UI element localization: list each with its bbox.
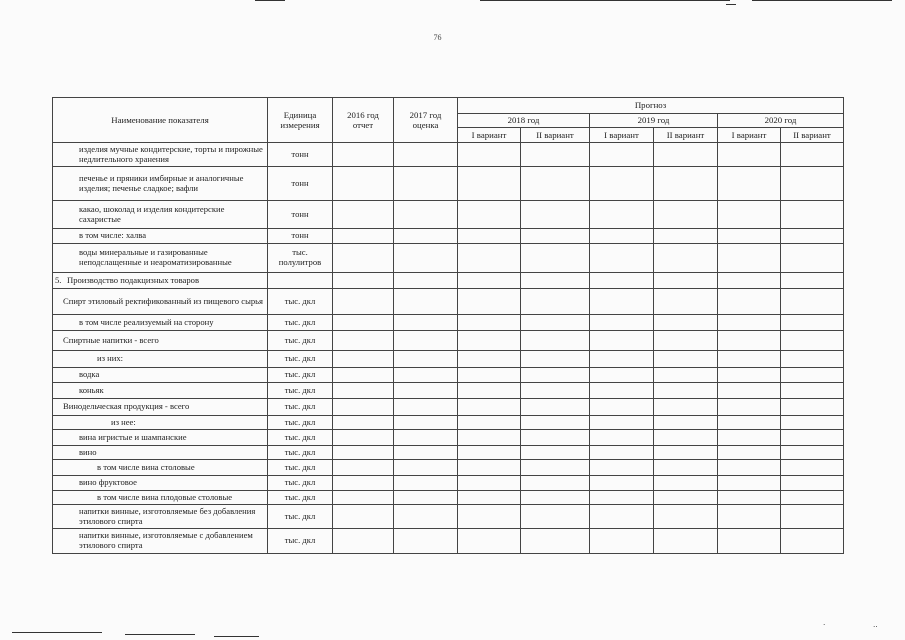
row-name: печенье и пряники имбирные и аналогичные изделия; печенье сладкое; вафли xyxy=(79,172,244,193)
row-unit: тонн xyxy=(268,143,333,167)
row-unit: тыс. дкл xyxy=(268,331,333,351)
table-row xyxy=(53,244,844,273)
column-header-2020-variant-2: II вариант xyxy=(781,128,844,143)
row-unit: тонн xyxy=(268,229,333,244)
row-unit: тыс. дкл xyxy=(268,351,333,368)
table-row xyxy=(53,167,844,201)
row-name: какао, шоколад и изделия кондитерские сахаристые xyxy=(53,201,268,229)
row-unit: тыс. дкл xyxy=(268,505,333,529)
table-row xyxy=(53,416,844,430)
row-unit: тонн xyxy=(268,201,333,229)
row-name: Спирт этиловый ректификованный из пищевого сырья xyxy=(53,289,268,315)
row-name: Спиртные напитки - всего xyxy=(53,331,268,351)
row-name: в том числе вина столовые xyxy=(53,460,268,476)
table-row xyxy=(53,476,844,491)
table-row xyxy=(53,351,844,368)
table-row xyxy=(53,529,844,554)
table-row xyxy=(53,315,844,331)
row-unit: тыс. дкл xyxy=(268,368,333,383)
row-name: из нее: xyxy=(53,416,268,430)
row-name: изделия мучные кондитерские, торты и пирожные недлительного хранения xyxy=(53,143,268,167)
row-name: воды минеральные и газированные неподслащенные и неароматизированные xyxy=(53,244,268,273)
column-header-2017: 2017 год оценка xyxy=(394,98,458,143)
row-unit: тыс. полулитров xyxy=(268,244,333,273)
table-row xyxy=(53,368,844,383)
column-header-2016: 2016 год отчет xyxy=(333,98,394,143)
table-row xyxy=(53,143,844,167)
table-row xyxy=(53,399,844,416)
row-unit: тыс. дкл xyxy=(268,315,333,331)
column-header-unit: Единица измерения xyxy=(268,98,333,143)
row-name: в том числе вина плодовые столовые xyxy=(53,491,268,505)
row-name: из них: xyxy=(53,351,268,368)
column-header-2019-variant-1: I вариант xyxy=(590,128,654,143)
table-row xyxy=(53,383,844,399)
table-row xyxy=(53,331,844,351)
column-header-2020: 2020 год xyxy=(718,114,844,128)
row-name: в том числе реализуемый на сторону xyxy=(53,315,268,331)
row-name: напитки винные, изготовляемые с добавлением этилового спирта xyxy=(53,529,268,554)
row-unit: тыс. дкл xyxy=(268,446,333,460)
row-unit: тыс. дкл xyxy=(268,383,333,399)
table-row xyxy=(53,446,844,460)
section-label: Производство подакцизных товаров xyxy=(67,274,199,285)
scan-speck: ․ xyxy=(823,619,826,627)
table-row xyxy=(53,460,844,476)
row-unit: тыс. дкл xyxy=(268,460,333,476)
column-header-forecast: Прогноз xyxy=(458,98,844,114)
column-header-2018-variant-1: I вариант xyxy=(458,128,521,143)
row-unit: тыс. дкл xyxy=(268,399,333,416)
row-unit: тыс. дкл xyxy=(268,289,333,315)
column-header-2018: 2018 год xyxy=(458,114,590,128)
table-row xyxy=(53,289,844,315)
row-name: коньяк xyxy=(53,383,268,399)
table-row xyxy=(53,201,844,229)
section-title xyxy=(53,273,268,289)
row-name: в том числе: халва xyxy=(53,229,268,244)
row-name: вино xyxy=(53,446,268,460)
scan-line-bottom xyxy=(125,634,195,635)
scan-line-bottom xyxy=(12,632,102,633)
row-unit: тыс. дкл xyxy=(268,416,333,430)
column-header-name: Наименование показателя xyxy=(53,98,268,143)
page-number: 76 xyxy=(433,33,442,42)
scan-speck: ․․ xyxy=(873,621,878,629)
forecast-table xyxy=(52,97,844,554)
section-number: 5. xyxy=(55,274,62,285)
row-name: вино фруктовое xyxy=(53,476,268,491)
table-row xyxy=(53,430,844,446)
scan-line-top xyxy=(255,0,285,1)
scan-line-top xyxy=(752,0,892,1)
row-name: водка xyxy=(53,368,268,383)
table-row-section xyxy=(53,273,844,289)
scan-line-top xyxy=(726,4,736,5)
column-header-2019-variant-2: II вариант xyxy=(654,128,718,143)
row-unit: тонн xyxy=(268,167,333,201)
table-row xyxy=(53,505,844,529)
table-row xyxy=(53,491,844,505)
row-name: Винодельческая продукция - всего xyxy=(53,399,268,416)
scan-line-top xyxy=(480,0,730,1)
column-header-2019: 2019 год xyxy=(590,114,718,128)
row-unit: тыс. дкл xyxy=(268,430,333,446)
scan-line-bottom xyxy=(214,636,259,637)
column-header-2018-variant-2: II вариант xyxy=(521,128,590,143)
row-unit: тыс. дкл xyxy=(268,491,333,505)
table-row xyxy=(53,229,844,244)
column-header-2020-variant-1: I вариант xyxy=(718,128,781,143)
row-name: напитки винные, изготовляемые без добавления этилового спирта xyxy=(53,505,268,529)
row-unit: тыс. дкл xyxy=(268,529,333,554)
row-unit: тыс. дкл xyxy=(268,476,333,491)
row-name: вина игристые и шампанские xyxy=(53,430,268,446)
